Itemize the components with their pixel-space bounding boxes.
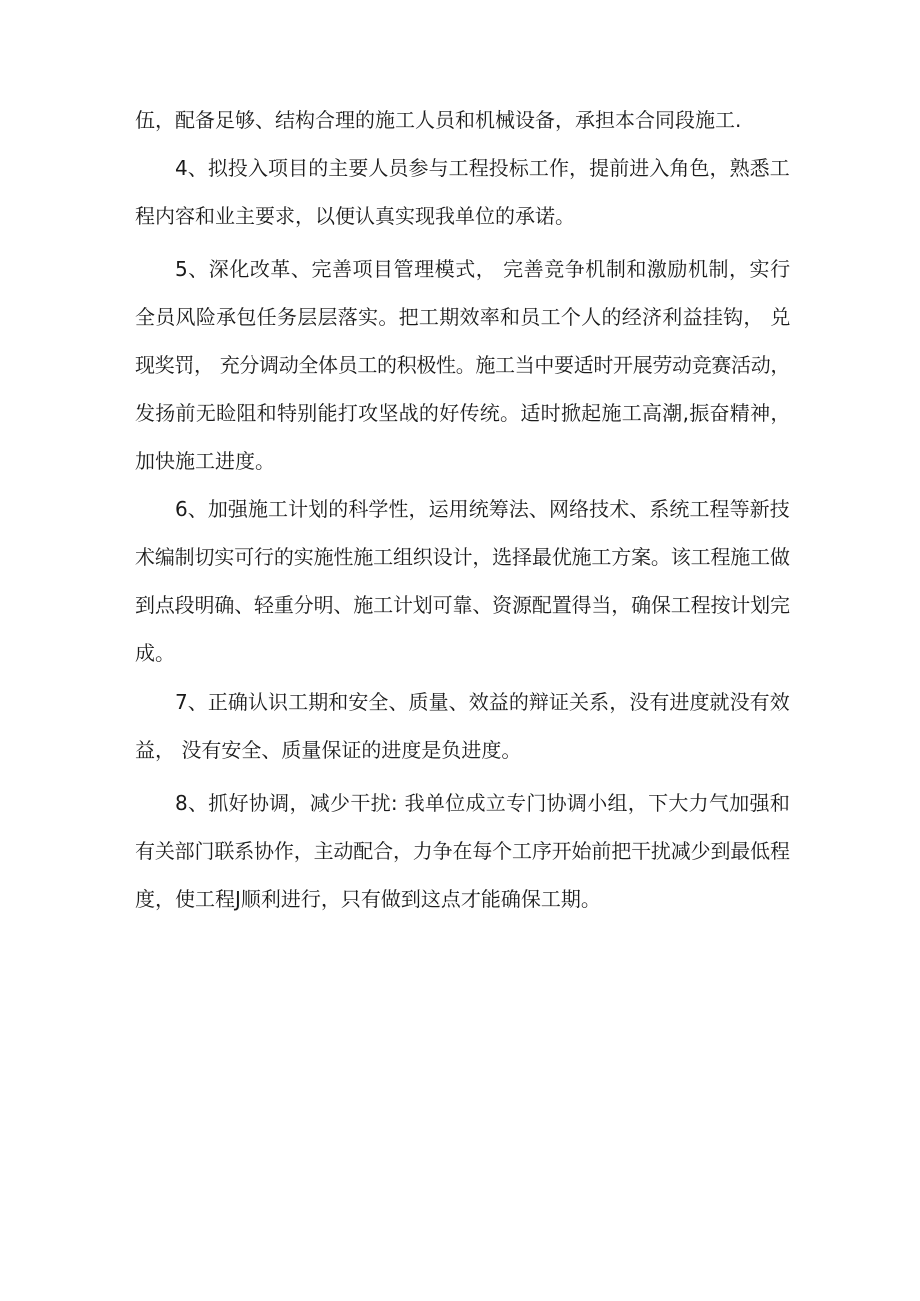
- paragraph-line: 8、抓好协调，减少干扰: 我单位成立专门协调小组，下大力气加强和: [175, 791, 791, 815]
- paragraph-line: 现奖罚， 充分调动全体员工的积极性。施工当中要适时开展劳动竞赛活动，: [135, 353, 791, 377]
- paragraph-line: 程内容和业主要求，以便认真实现我单位的承诺。: [135, 204, 575, 228]
- paragraph-line: 全员风险承包任务层层落实。把工期效率和员工个人的经济利益挂钩， 兑: [135, 305, 791, 329]
- paragraph-line: 有关部门联系协作，主动配合，力争在每个工序开始前把干扰减少到最低程: [135, 839, 790, 863]
- paragraph-line: 4、拟投入项目的主要人员参与工程投标工作，提前进入角色，熟悉工: [175, 156, 790, 180]
- paragraph-line: 益， 没有安全、质量保证的进度是负进度。: [135, 738, 522, 762]
- paragraph-line: 伍，配备足够、结构合理的施工人员和机械设备，承担本合同段施工.: [135, 108, 742, 132]
- paragraph-line: 到点段明确、轻重分明、施工计划可靠、资源配置得当，确保工程按计划完: [135, 593, 790, 617]
- paragraph-line: 成。: [135, 641, 175, 665]
- paragraph-line: 术编制切实可行的实施性施工组织设计，选择最优施工方案。该工程施工做: [135, 545, 790, 569]
- paragraph-line: 7、正确认识工期和安全、质量、效益的辩证关系，没有进度就没有效: [175, 690, 790, 714]
- paragraph-line: 6、加强施工计划的科学性，运用统筹法、网络技术、系统工程等新技: [175, 497, 790, 521]
- paragraph-line: 度，使工程J顺利进行，只有做到这点才能确保工期。: [135, 887, 601, 911]
- paragraph-line: 发扬前无睑阻和特别能打攻坚战的好传统。适时掀起施工高潮,振奋精神，: [135, 401, 791, 425]
- paragraph-line: 加快施工进度。: [135, 449, 275, 473]
- paragraph-line: 5、深化改革、完善项目管理模式， 完善竞争机制和激励机制，实行: [175, 257, 791, 281]
